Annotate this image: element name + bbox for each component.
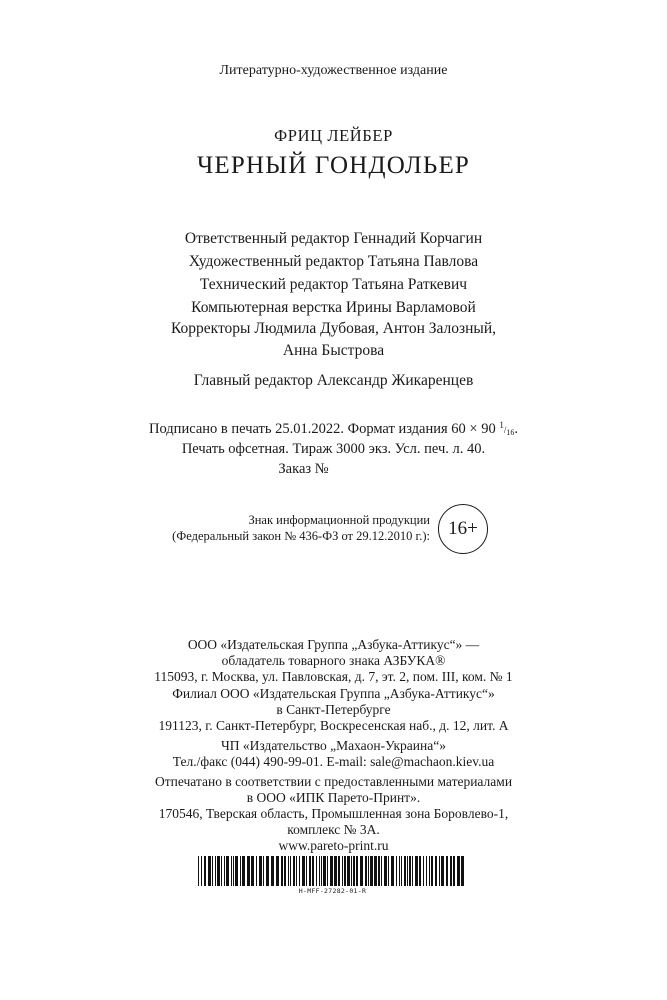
barcode-bar (342, 856, 343, 886)
imprint-line: ООО «Издательская Группа „Азбука-Аттикус“» — (187, 637, 480, 652)
imprint-line: обладатель товарного знака АЗБУКА® (221, 653, 446, 668)
barcode-bar (344, 856, 346, 886)
order-number: Заказ № (278, 461, 329, 477)
barcode-bar (388, 856, 389, 886)
barcode-bar (240, 856, 241, 886)
imprint-line: Тел./факс (044) 490-99-01. E-mail: sale@machaon.kiev.ua (172, 754, 495, 769)
barcode-bar (316, 856, 317, 886)
barcode-bar (415, 856, 418, 886)
imprint-line: 191123, г. Санкт-Петербург, Воскресенская наб., д. 12, лит. А (158, 718, 509, 733)
barcode (198, 856, 467, 900)
staff-line: Компьютерная верстка Ирины Варламовой (191, 299, 476, 316)
barcode-bar (323, 856, 326, 886)
barcode-bar (242, 856, 245, 886)
barcode-bar (263, 856, 264, 886)
barcode-bar (396, 856, 397, 886)
barcode-bar (391, 856, 394, 886)
barcode-bar (256, 856, 257, 886)
barcode-bar (217, 856, 220, 886)
barcode-bar (330, 856, 333, 886)
barcode-bar (247, 856, 250, 886)
barcode-bar (302, 856, 305, 886)
barcode-bar (409, 856, 411, 886)
barcode-bar (208, 856, 211, 886)
age-rating-badge: 16+ (438, 504, 488, 554)
barcode-bar (284, 856, 286, 886)
barcode-bar (334, 856, 337, 886)
barcode-bar (224, 856, 225, 886)
staff-line: Ответственный редактор Геннадий Корчагин (184, 230, 483, 247)
barcode-code: H-MFF-27282-01-R (298, 887, 367, 895)
barcode-bar (226, 856, 229, 886)
barcode-bar (429, 856, 430, 886)
age-rating-law: (Федеральный закон № 436-ФЗ от 29.12.2010 г.): (172, 529, 430, 543)
fraction-numerator: 1 (499, 420, 504, 430)
barcode-bar (384, 856, 387, 886)
barcode-bar (365, 856, 367, 886)
barcode-bar (233, 856, 234, 886)
barcode-bar (368, 856, 369, 886)
staff-line: Технический редактор Татьяна Раткевич (199, 276, 468, 293)
imprint-line: 170546, Тверская область, Промышленная зона Боровлево-1, (158, 806, 509, 821)
barcode-bar (215, 856, 216, 886)
barcode-bar (319, 856, 320, 886)
barcode-bar (321, 856, 322, 886)
barcode-bar (296, 856, 297, 886)
barcode-bar (356, 856, 358, 886)
barcode-bar (281, 856, 283, 886)
barcode-bar (259, 856, 262, 886)
print-format-suffix: . (514, 421, 518, 437)
barcode-bar (404, 856, 406, 886)
barcode-bar (457, 856, 460, 886)
chief-editor: Главный редактор Александр Жикаренцев (193, 372, 474, 389)
barcode-bar (327, 856, 328, 886)
barcode-bar (399, 856, 400, 886)
barcode-bar (426, 856, 427, 886)
print-run-line: Печать офсетная. Тираж 3000 экз. Усл. печ. л. 40. (181, 441, 486, 457)
barcode-bar (235, 856, 238, 886)
barcode-bar (401, 856, 402, 886)
barcode-bar (221, 856, 222, 886)
barcode-bar (290, 856, 291, 886)
barcode-bar (370, 856, 373, 886)
imprint-line: в Санкт-Петербурге (276, 702, 391, 717)
barcode-bar (419, 856, 421, 886)
barcode-bar (201, 856, 202, 886)
barcode-bar (231, 856, 232, 886)
format-fraction: $^1/_{16}$ (499, 420, 515, 437)
barcode-bar (351, 856, 352, 886)
barcode-bar (412, 856, 413, 886)
barcode-bar (299, 856, 300, 886)
barcode-bar (251, 856, 254, 886)
barcode-bar (461, 856, 464, 886)
barcode-bar (441, 856, 444, 886)
staff-line: Анна Быстрова (282, 342, 385, 359)
imprint-line: ЧП «Издательство „Махаон-Украина“» (221, 738, 446, 753)
barcode-bar (453, 856, 455, 886)
print-format-text: Подписано в печать 25.01.2022. Формат издания 60 × 90 (149, 421, 496, 437)
barcode-bar (435, 856, 437, 886)
imprint-line: www.pareto-print.ru (278, 838, 389, 853)
barcode-bar (212, 856, 213, 886)
staff-line: Корректоры Людмила Дубовая, Антон Залозный, (170, 320, 497, 337)
barcode-bar (407, 856, 408, 886)
barcode-bar (378, 856, 380, 886)
imprint-line: 115093, г. Москва, ул. Павловская, д. 7, эт. 2, пом. III, ком. № 1 (154, 669, 513, 684)
genre-label: Литературно-художественное издание (219, 63, 448, 78)
barcode-bar (276, 856, 279, 886)
barcode-bar (204, 856, 206, 886)
age-rating-label: Знак информационной продукции (248, 513, 430, 527)
imprint-line: Филиал ООО «Издательская Группа „Азбука-Аттикус“» (172, 686, 495, 701)
barcode-bar (312, 856, 314, 886)
imprint-line: Отпечатано в соответствии с предоставленными материалами (154, 774, 513, 789)
barcode-bar (198, 856, 199, 886)
barcode-bar (293, 856, 295, 886)
barcode-bar (353, 856, 355, 886)
barcode-bar (431, 856, 433, 886)
barcode-bar (381, 856, 382, 886)
barcode-bar (446, 856, 448, 886)
barcode-bar (374, 856, 377, 886)
barcode-bars (198, 856, 467, 886)
barcode-bar (309, 856, 311, 886)
barcode-bar (338, 856, 340, 886)
staff-line: Художественный редактор Татьяна Павлова (188, 253, 479, 270)
barcode-bar (450, 856, 452, 886)
book-title: ЧЕРНЫЙ ГОНДОЛЬЕР (196, 152, 471, 179)
barcode-bar (347, 856, 350, 886)
barcode-bar (306, 856, 307, 886)
barcode-bar (439, 856, 440, 886)
author-name: ФРИЦ ЛЕЙБЕР (274, 126, 393, 145)
barcode-bar (360, 856, 363, 886)
imprint-line: в ООО «ИПК Парето-Принт». (246, 790, 421, 805)
barcode-bar (423, 856, 424, 886)
barcode-bar (288, 856, 289, 886)
fraction-denominator: 16 (506, 428, 515, 437)
barcode-bar (271, 856, 274, 886)
imprint-line: комплекс № 3А. (287, 822, 380, 837)
barcode-bar (266, 856, 269, 886)
print-format-line (0, 420, 667, 438)
